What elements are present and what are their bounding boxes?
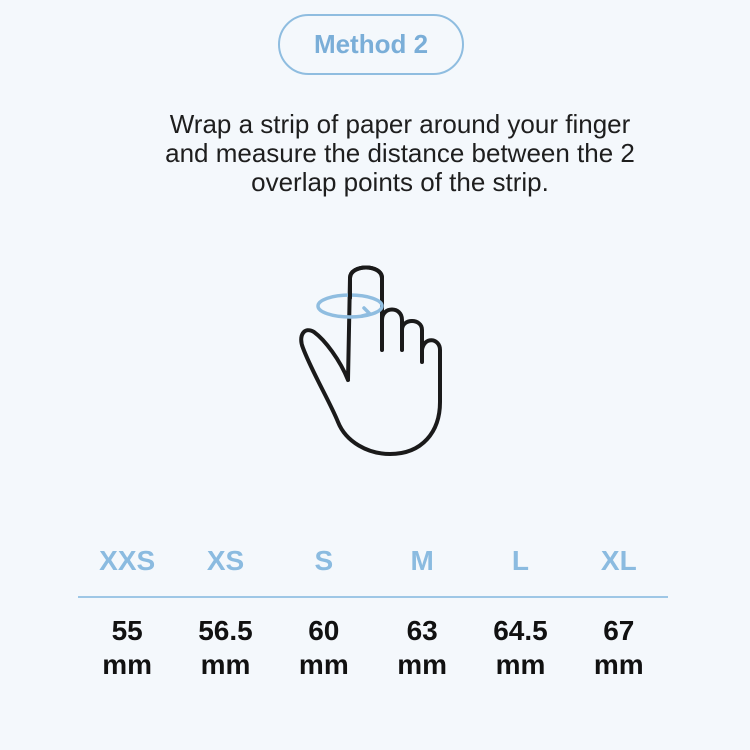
instruction-line: Wrap a strip of paper around your finger (169, 109, 631, 139)
size-unit: mm (495, 649, 546, 680)
size-label: S (314, 545, 334, 576)
size-value-cell (176, 614, 274, 682)
size-value: 63 (406, 615, 438, 646)
instruction-text (120, 110, 680, 197)
size-value-cell (78, 614, 176, 682)
divider (78, 596, 668, 598)
size-unit: mm (102, 649, 153, 680)
size-value-row (78, 614, 668, 682)
size-label: M (410, 545, 434, 576)
method-badge (278, 14, 464, 75)
size-value: 55 (111, 615, 143, 646)
method-label: Method 2 (313, 29, 429, 59)
size-label: XS (206, 545, 245, 576)
finger-wrap-icon (290, 262, 450, 462)
size-value-cell (471, 614, 569, 682)
size-unit: mm (200, 649, 251, 680)
size-label-row (78, 540, 668, 582)
size-value-cell (373, 614, 471, 682)
size-unit: mm (593, 649, 644, 680)
size-unit: mm (397, 649, 448, 680)
instruction-line: overlap points of the strip. (251, 167, 549, 197)
size-value-cell (275, 614, 373, 682)
size-value-cell (570, 614, 668, 682)
instruction-line: and measure the distance between the 2 (165, 138, 635, 168)
size-label: XL (600, 545, 637, 576)
size-label: XXS (99, 545, 156, 576)
size-unit: mm (298, 649, 349, 680)
size-label: L (511, 545, 530, 576)
size-value: 67 (603, 615, 635, 646)
size-value: 64.5 (493, 615, 548, 646)
size-value: 56.5 (198, 615, 253, 646)
size-value: 60 (308, 615, 340, 646)
size-chart (78, 540, 668, 682)
